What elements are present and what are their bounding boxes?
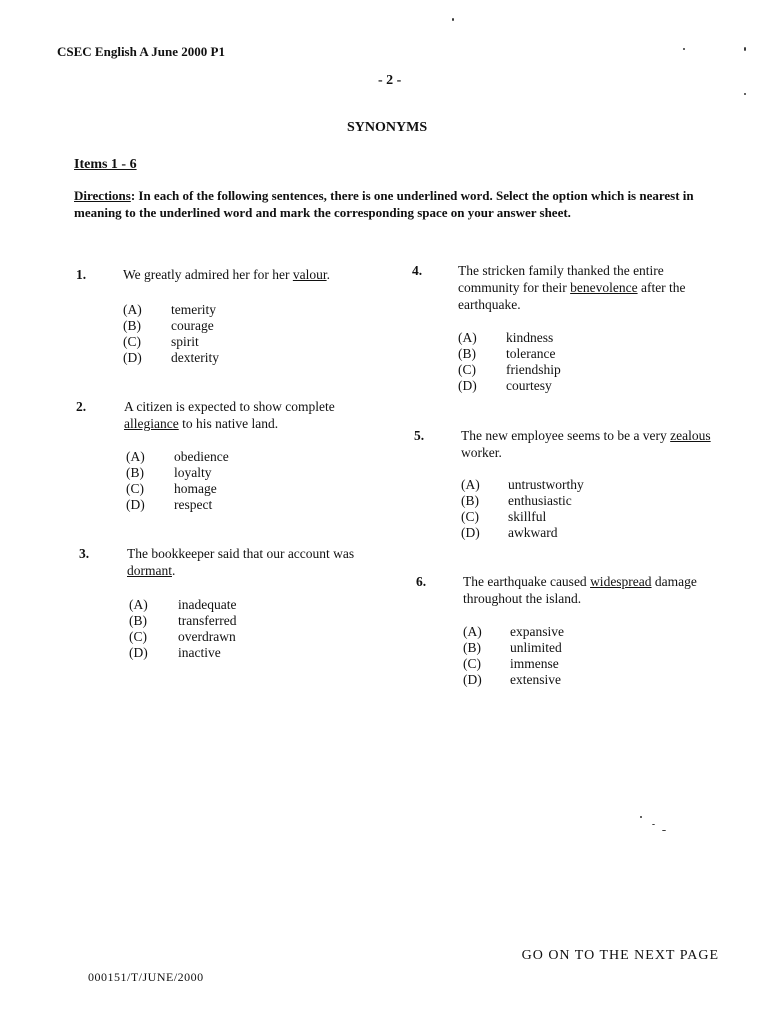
underlined-word: zealous (670, 428, 711, 443)
scan-speck (744, 47, 746, 51)
section-title: SYNONYMS (347, 120, 428, 135)
underlined-word: benevolence (570, 280, 638, 295)
underlined-word: widespread (590, 574, 652, 589)
scan-speck (683, 48, 685, 50)
scan-speck (652, 824, 655, 825)
question-number: 5. (414, 428, 425, 443)
question-text: The earthquake caused widespread damage throughout the island. (463, 574, 697, 606)
scan-speck (744, 93, 746, 95)
scan-speck (662, 830, 666, 831)
scan-speck (640, 816, 642, 818)
go-on-next-page: GO ON TO THE NEXT PAGE (521, 948, 719, 963)
underlined-word: allegiance (124, 416, 179, 431)
directions-label: Directions (74, 188, 131, 203)
directions (74, 187, 714, 221)
question-number: 1. (76, 267, 87, 282)
question-number: 6. (416, 574, 427, 589)
exam-header: CSEC English A June 2000 P1 (57, 44, 225, 59)
items-label: Items 1 - 6 (74, 157, 137, 172)
paper-code: 000151/T/JUNE/2000 (88, 970, 204, 984)
question-number: 3. (79, 546, 90, 561)
question-text: The bookkeeper said that our account was dormant. (127, 546, 355, 578)
underlined-word: dormant (127, 563, 172, 578)
question-text: The stricken family thanked the entire community for their benevolence after the earthquake. (458, 263, 686, 312)
question-number: 4. (412, 263, 423, 278)
scan-speck (452, 18, 454, 21)
question-text: We greatly admired her for her valour. (123, 267, 330, 282)
question-text: The new employee seems to be a very zealous worker. (461, 428, 711, 460)
page-number: - 2 - (378, 73, 402, 88)
directions-text: : In each of the following sentences, there is one underlined word. Select the option which is nearest in meaning to the underlined word and mark the corresponding space on your answer sheet. (74, 188, 694, 220)
question-text: A citizen is expected to show complete allegiance to his native land. (124, 399, 335, 431)
underlined-word: valour (292, 267, 327, 282)
question-number: 2. (76, 399, 87, 414)
